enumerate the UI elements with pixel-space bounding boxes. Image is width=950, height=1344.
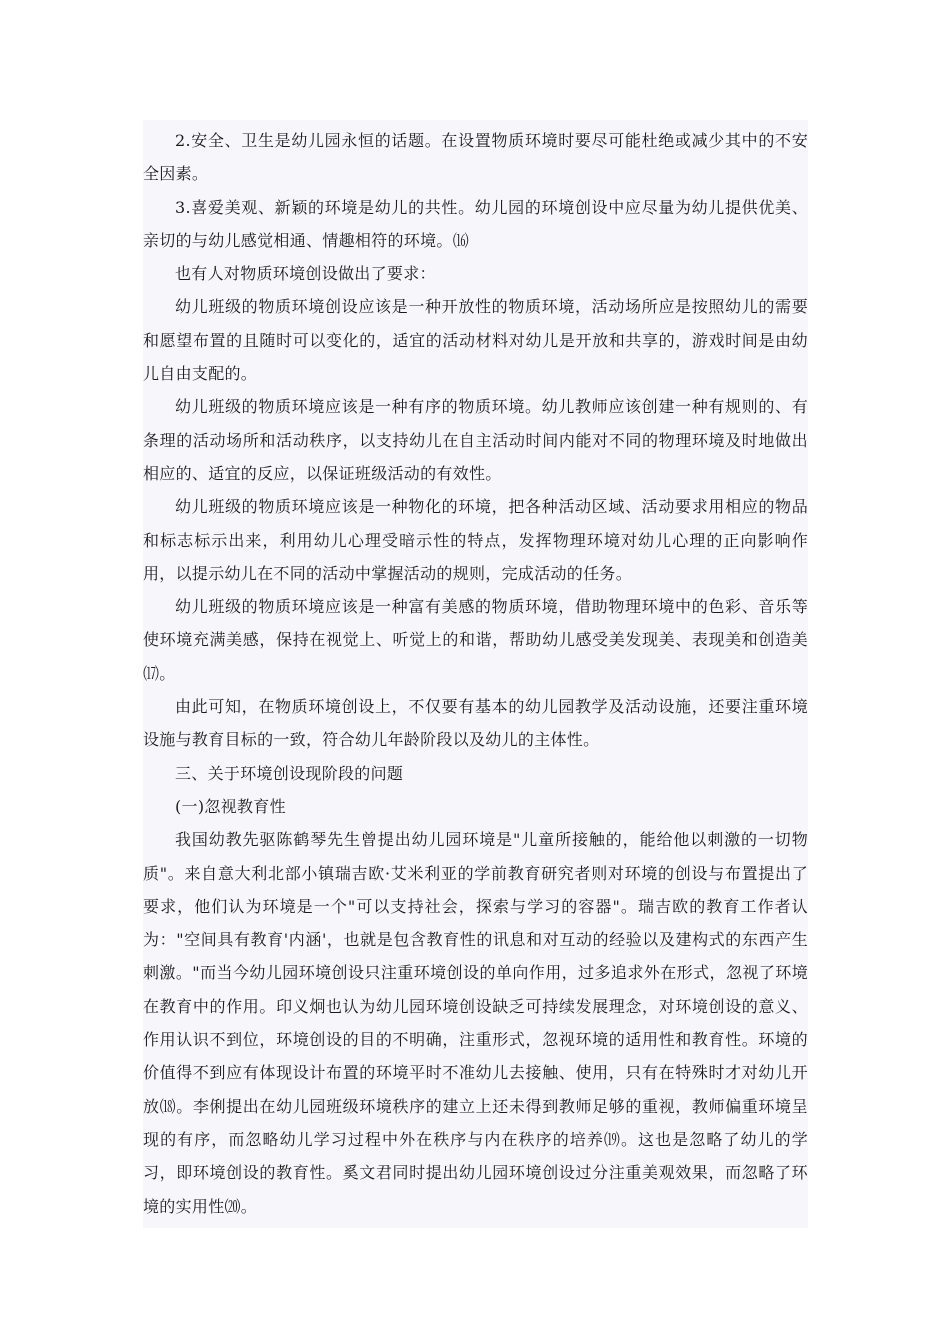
paragraph-open-environment: 幼儿班级的物质环境创设应该是一种开放性的物质环境，活动场所应是按照幼儿的需要和愿望布置的且随时可以变化的，适宜的活动材料对幼儿是开放和共享的，游戏时间是由幼儿自由支配的。	[143, 297, 808, 384]
paragraph-conclusion: 由此可知，在物质环境创设上，不仅要有基本的幼儿园教学及活动设施，还要注重环境设施与教育目标的一致，符合幼儿年龄阶段以及幼儿的主体性。	[143, 697, 808, 750]
paragraph-safety-hygiene: 2.安全、卫生是幼儿园永恒的话题。在设置物质环境时要尽可能杜绝或减少其中的不安全因素。	[143, 131, 808, 184]
document-page	[143, 120, 808, 1228]
subsection-heading-ignoring-education: (一)忽视教育性	[175, 796, 286, 816]
paragraph-ignoring-education: 我国幼教先驱陈鹤琴先生曾提出幼儿园环境是"儿童所接触的，能给他以刺激的一切物质"。来自意大利北部小镇瑞吉欧·艾米利亚的学前教育研究者则对环境的创设与布置提出了要求，他们认为环境是一个"可以支持社会，探索与学习的容器"。瑞吉欧的教育工作者认为："空间具有教育'内涵'，也就是包含教育性的讯息和对互动的经验以及建构式的东西产生刺激。"而当今幼儿园环境创设只注重环境创设的单向作用，过多追求外在形式，忽视了环境在教育中的作用。印义炯也认为幼儿园环境创设缺乏可持续发展理念，对环境创设的意义、作用认识不到位，环境创设的目的不明确，注重形式，忽视环境的适用性和教育性。环境的价值得不到应有体现设计布置的环境平时不准幼儿去接触、使用，只有在特殊时才对幼儿开放⒅。李俐提出在幼儿园班级环境秩序的建立上还未得到教师足够的重视，教师偏重环境呈现的有序，而忽略幼儿学习过程中外在秩序与内在秩序的培养⒆。这也是忽略了幼儿的学习，即环境创设的教育性。奚文君同时提出幼儿园环境创设过分注重美观效果，而忽略了环境的实用性⒇。	[143, 830, 808, 1216]
paragraph-orderly-environment: 幼儿班级的物质环境应该是一种有序的物质环境。幼儿教师应该创建一种有规则的、有条理的活动场所和活动秩序，以支持幼儿在自主活动时间内能对不同的物理环境及时地做出相应的、适宜的反应，以保证班级活动的有效性。	[143, 397, 808, 483]
paragraph-requirements-intro: 也有人对物质环境创设做出了要求：	[175, 264, 436, 284]
paragraph-materialized-environment: 幼儿班级的物质环境应该是一种物化的环境，把各种活动区域、活动要求用相应的物品和标志标示出来，利用幼儿心理受暗示性的特点，发挥物理环境对幼儿心理的正向影响作用，以提示幼儿在不同的活动中掌握活动的规则，完成活动的任务。	[143, 497, 808, 583]
document-body	[143, 124, 808, 1223]
paragraph-aesthetic-environment: 3.喜爱美观、新颖的环境是幼儿的共性。幼儿园的环境创设中应尽量为幼儿提供优美、亲切的与幼儿感觉相通、情趣相符的环境。⒃	[143, 197, 808, 250]
section-heading-current-problems: 三、关于环境创设现阶段的问题	[175, 763, 404, 783]
paragraph-beautiful-environment: 幼儿班级的物质环境应该是一种富有美感的物质环境，借助物理环境中的色彩、音乐等使环境充满美感，保持在视觉上、听觉上的和谐，帮助幼儿感受美发现美、表现美和创造美⒄。	[143, 597, 808, 683]
